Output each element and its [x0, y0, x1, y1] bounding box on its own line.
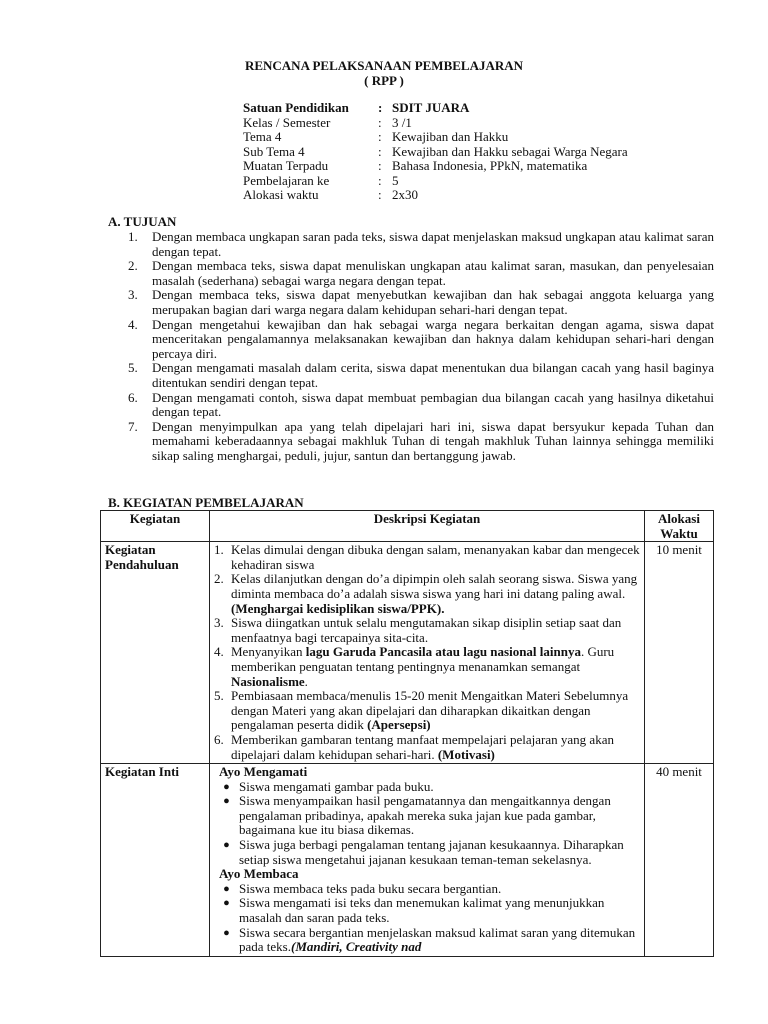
info-row-alokasi: Alokasi waktu : 2x30: [243, 187, 418, 202]
table-row: [101, 764, 714, 957]
phase-inti: Kegiatan Inti: [101, 764, 210, 957]
section-heading-kegiatan: B. KEGIATAN PEMBELAJARAN: [108, 495, 304, 510]
list-item: 4. Dengan mengetahui kewajiban dan hak sebagai warga negara berkaitan dengan agama, siswa dapat menceritakan pengalamannya melaksanakan kewajiban dan haknya dalam kehidupan sehari-hari dengan percaya diri.: [128, 316, 714, 361]
list-item: 6. Memberikan gambaran tentang manfaat mempelajari pelajaran yang akan dipelajari dalam kehidupan sehari-hari. (Motivasi): [214, 731, 614, 762]
bullet-list: [214, 882, 640, 955]
list-item: 2. Dengan membaca teks, siswa dapat menuliskan ungkapan atau kalimat saran, masukan, dan penyelesaian masalah (sederhana) sebagai warga negara dengan tepat.: [128, 258, 714, 288]
table-row: [101, 542, 714, 764]
column-header-kegiatan: Kegiatan: [101, 511, 210, 542]
phase-pendahuluan: Kegiatan Pendahuluan: [101, 542, 210, 764]
bullet-icon: ●: [223, 795, 230, 808]
list-item: ● Siswa mengamati isi teks dan menemukan kalimat yang menunjukkan masalah dan saran pada teks.: [214, 896, 640, 925]
section-heading-tujuan: A. TUJUAN: [108, 214, 177, 229]
info-row-tema: Tema 4 : Kewajiban dan Hakku: [243, 129, 509, 144]
tujuan-list: [128, 230, 714, 464]
list-item: 5. Pembiasaan membaca/menulis 15-20 menit Mengaitkan Materi Sebelumnya dengan Materi yang akan dipelajari dan diharapkan dikaitkan dengan pengalaman peserta didik (Apersepsi): [214, 688, 629, 733]
list-item: 1. Dengan membaca ungkapan saran pada teks, siswa dapat menjelaskan maksud ungkapan atau kalimat saran dengan tepat.: [128, 229, 714, 259]
info-row-subtema: Sub Tema 4 : Kewajiban dan Hakku sebagai Warga Negara: [243, 143, 628, 159]
list-item: 3. Siswa diingatkan untuk selalu mengutamakan sikap disiplin setiap saat dan menfaatnya bagi tercapainya sita-cita.: [214, 615, 622, 645]
info-row-satuan: Satuan Pendidikan : SDIT JUARA: [243, 100, 470, 115]
info-row-muatan: Muatan Terpadu : Bahasa Indonesia, PPkN, matematika: [243, 158, 588, 173]
bullet-icon: ●: [223, 780, 230, 793]
group-title-ayo-mengamati: Ayo Mengamati: [219, 764, 308, 780]
column-header-deskripsi: Deskripsi Kegiatan: [210, 511, 645, 542]
list-item: 2. Kelas dilanjutkan dengan do’a dipimpin oleh salah seorang siswa. Siswa yang diminta membaca do’a adalah siswa siswa yang hari ini datang paling awal. (Menghargai kedisiplikan siswa/PPK).: [214, 571, 638, 616]
info-block: [243, 101, 628, 203]
list-item: ● Siswa membaca teks pada buku secara bergantian.: [214, 882, 640, 897]
list-item: 6. Dengan mengamati contoh, siswa dapat membuat pembagian dua bilangan cacah yang hasilnya diketahui dengan tepat.: [128, 389, 714, 420]
list-item: ● Siswa juga berbagi pengalaman tentang jajanan kesukaannya. Diharapkan setiap siswa mengetahui jajanan kesukaan teman-teman sekelasnya.: [214, 838, 640, 867]
document-title: RENCANA PELAKSANAAN PEMBELAJARAN: [244, 58, 524, 73]
list-item: 7. Dengan menyimpulkan apa yang telah dipelajari hari ini, siswa dapat bersyukur kepada Tuhan dan memahami keberadaannya sebagai makhluk Tuhan di tengah makhluk Tuhan lainnya sehingga memiliki sikap saling menghargai, peduli, jujur, santun dan bertanggung jawab.: [128, 418, 714, 463]
alokasi-inti: 40 menit: [645, 764, 714, 957]
bullet-icon: ●: [223, 839, 230, 852]
list-item: ● Siswa menyampaikan hasil pengamatannya dan mengaitkannya dengan pengalaman pribadinya, apakah mereka suka jajan kue pada gambar, bagaimana kue itu biasa dikemas.: [214, 794, 640, 838]
list-item: 3. Dengan membaca teks, siswa dapat menyebutkan kewajiban dan hak sebagai anggota keluarga yang merupakan bagian dari warga negara dalam kehidupan sehari-hari dengan tepat.: [128, 287, 714, 317]
list-item: 5. Dengan mengamati masalah dalam cerita, siswa dapat menentukan dua bilangan cacah yang hasil baginya ditentukan sendiri dengan tepat.: [128, 360, 714, 390]
deskripsi-inti: [210, 764, 645, 957]
table-header-row: [101, 511, 714, 542]
info-row-pembelajaran: Pembelajaran ke : 5: [243, 172, 399, 188]
kegiatan-table: [100, 510, 714, 957]
list-item: ● Siswa secara bergantian menjelaskan maksud kalimat saran yang ditemukan pada teks.(Mandiri, Creativity nad: [214, 926, 640, 955]
list-item: ● Siswa mengamati gambar pada buku.: [214, 780, 640, 795]
list-item: 4. Menyanyikan lagu Garuda Pancasila atau lagu nasional lainnya. Guru memberikan penguatan tentang pentingnya menanamkan semangat Nasionalisme.: [214, 644, 615, 689]
list-item: 1. Kelas dimulai dengan dibuka dengan salam, menanyakan kabar dan mengecek kehadiran siswa: [214, 542, 640, 572]
deskripsi-pendahuluan: [210, 542, 645, 764]
bullet-icon: ●: [223, 897, 230, 910]
bullet-list: [214, 780, 640, 868]
info-row-kelas: Kelas / Semester : 3 /1: [243, 114, 412, 130]
bullet-icon: ●: [223, 926, 230, 939]
group-title-ayo-membaca: Ayo Membaca: [219, 866, 299, 882]
steps-list: [214, 543, 640, 762]
bullet-icon: ●: [223, 882, 230, 895]
document-subtitle: ( RPP ): [364, 73, 404, 88]
alokasi-pendahuluan: 10 menit: [645, 542, 714, 764]
column-header-alokasi: Alokasi Waktu: [645, 511, 714, 542]
